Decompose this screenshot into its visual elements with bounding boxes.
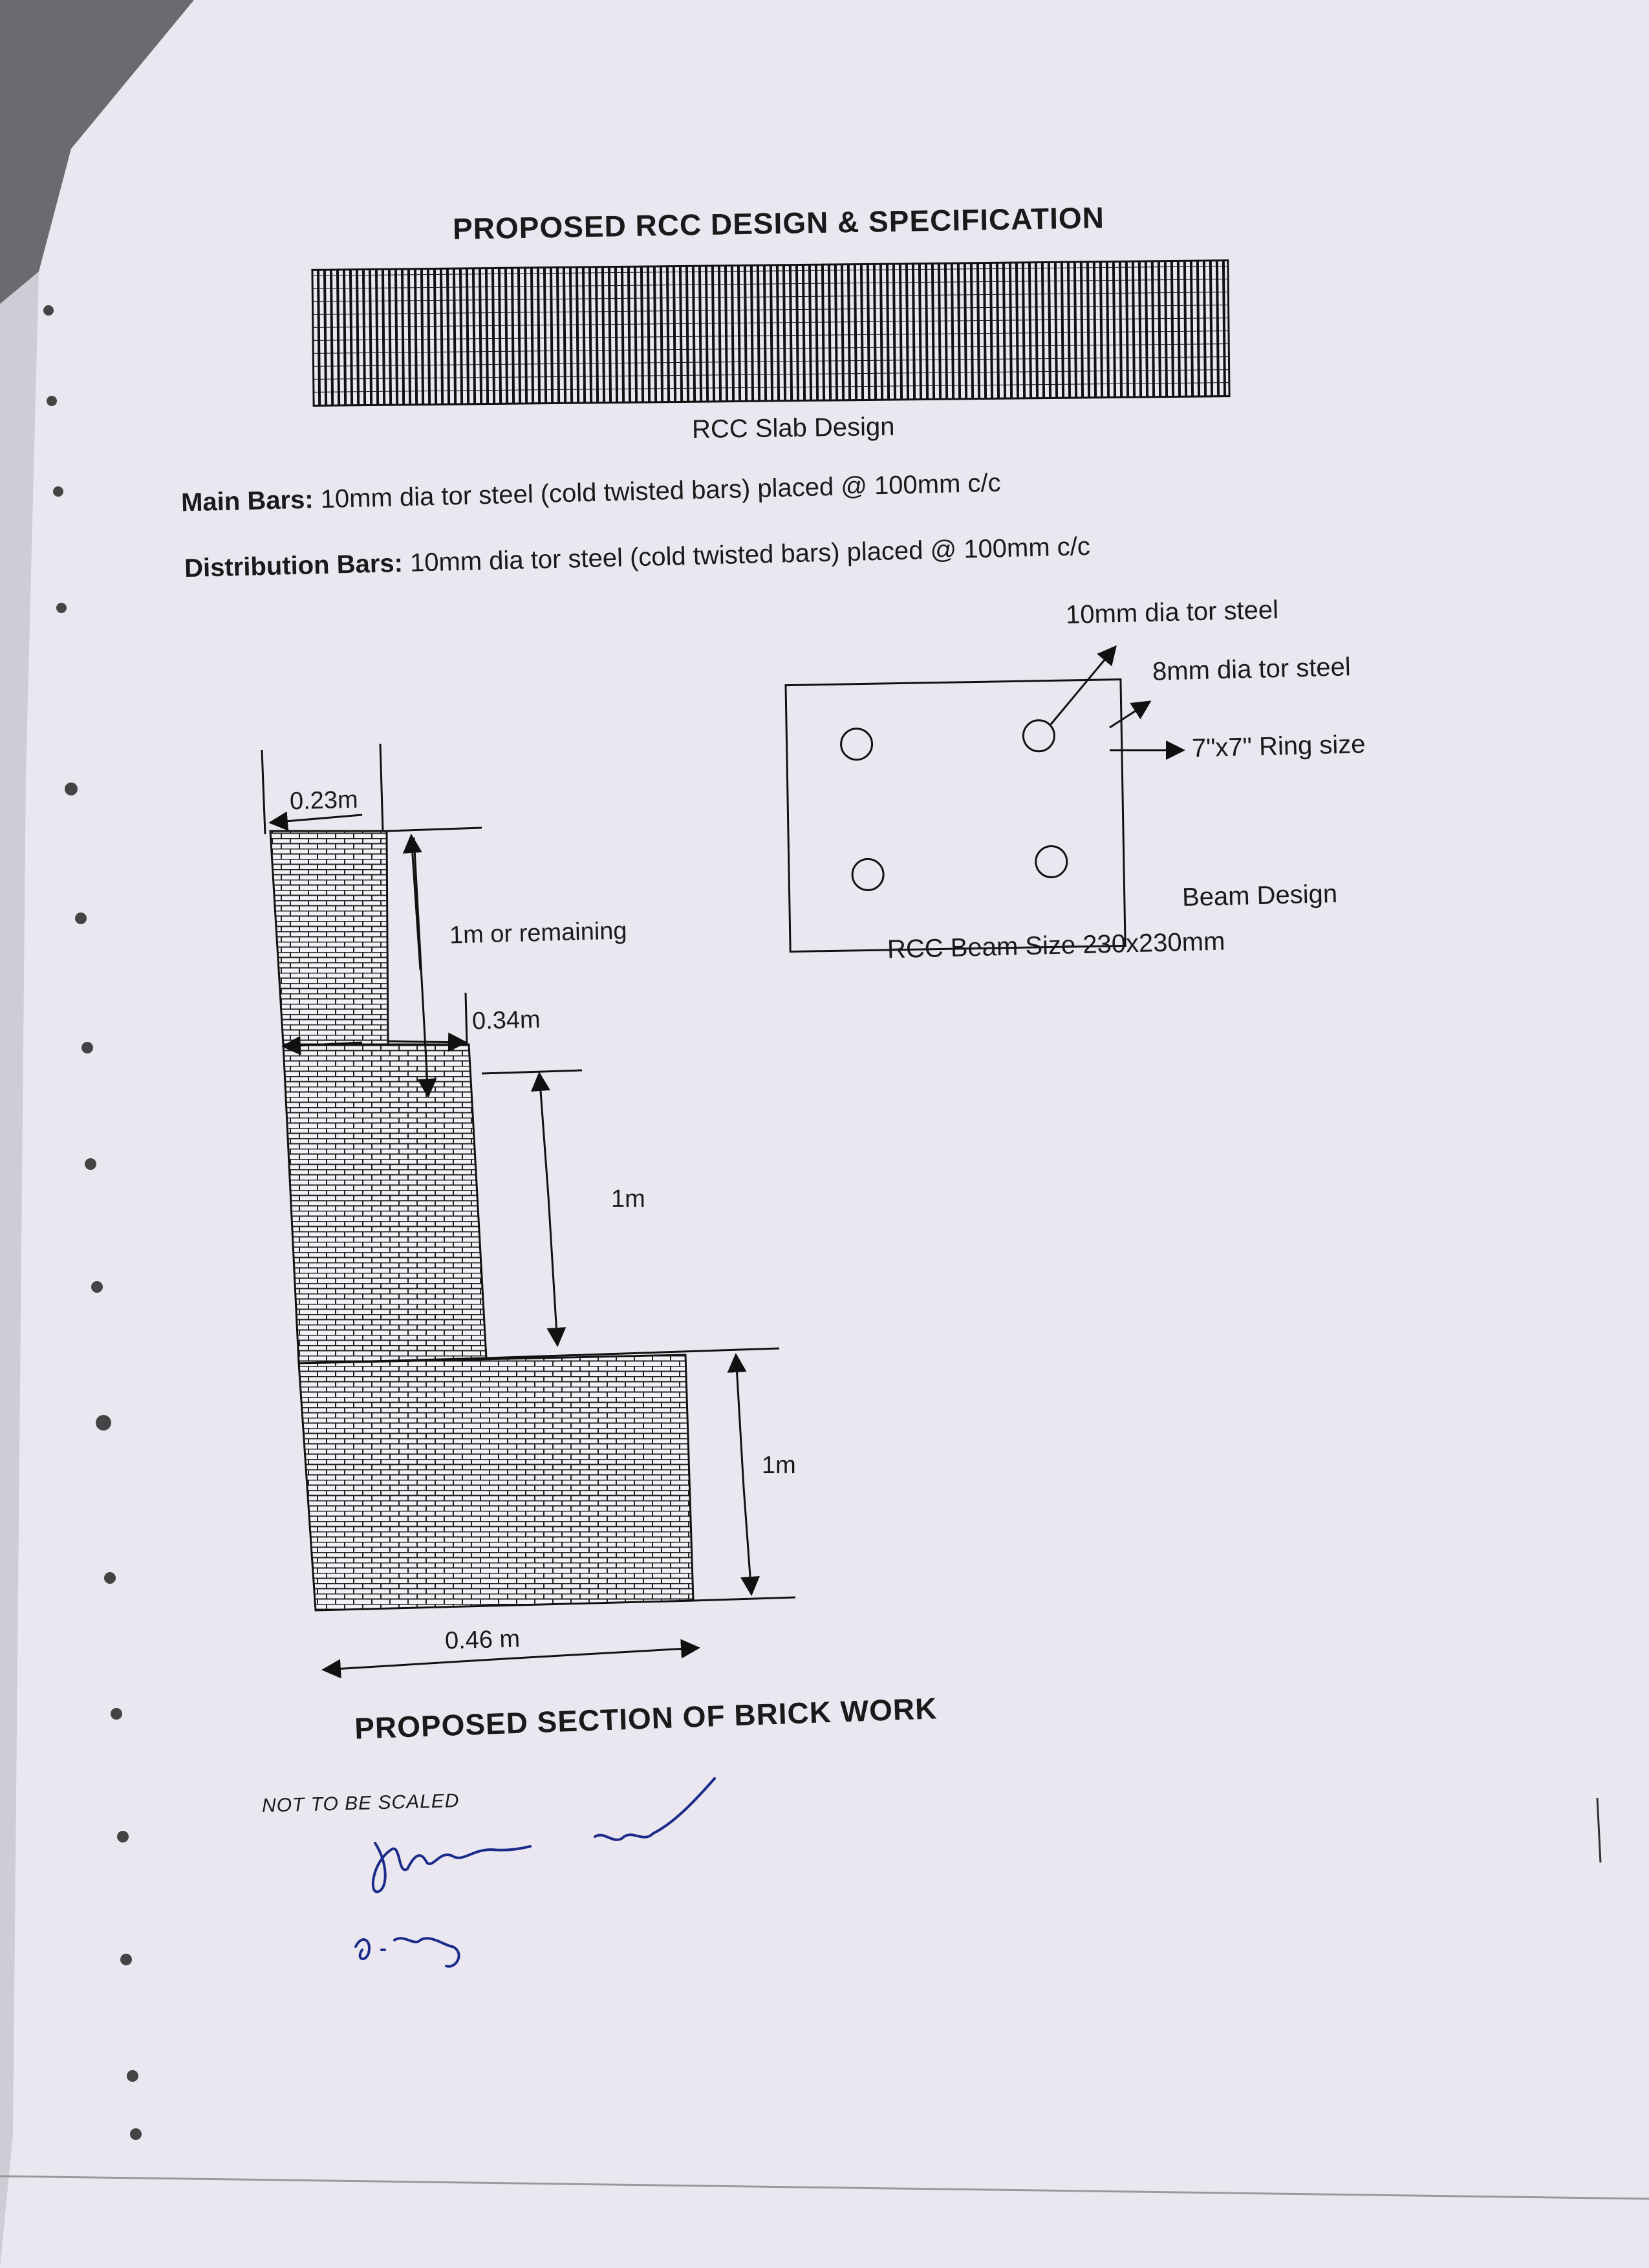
beam-bar [852,859,884,891]
slab-bar-diagram [312,261,1229,406]
beam-caption: Beam Design [1181,880,1338,912]
dim-bottom-width: 0.46 m [444,1625,521,1655]
dim-top-height: 1m or remaining [449,917,628,949]
extension-line [482,1070,582,1074]
binding-hole [53,486,63,497]
beam-outline [786,680,1125,952]
extension-line [262,750,265,834]
dim-arrow-mid-width [388,1041,466,1042]
signature-3 [356,1938,459,1967]
binding-hole [130,2128,142,2140]
dim-bottom-height: 1m [762,1452,796,1479]
margin-tick [1597,1798,1600,1863]
brick-wall-bottom [299,1355,693,1610]
distribution-bars-label: Distribution Bars: [184,548,404,583]
scan-edge-shadow [0,272,39,2268]
leader-main-steel [1051,647,1116,724]
extension-line [693,1597,795,1601]
brick-wall-middle [283,1044,486,1363]
beam-label-ring-steel: 8mm dia tor steel [1152,653,1352,686]
leader-ring-steel [1110,702,1150,728]
binding-hole [111,1708,122,1720]
dim-mid-width: 0.34m [471,1006,541,1035]
dim-mid-height: 1m [611,1185,645,1213]
brick-wall-top [270,831,388,1044]
beam-bar [1023,720,1055,751]
binding-hole [75,913,87,924]
scan-dark-corner [0,0,194,304]
binding-holes [43,305,142,2140]
beam-section [786,680,1125,952]
dim-top-width: 0.23m [289,786,359,815]
binding-hole [43,305,54,316]
main-bars-label: Main Bars: [180,485,314,517]
binding-hole [117,1831,129,1842]
binding-hole [47,396,57,406]
beam-bar [1035,846,1067,878]
page-title: PROPOSED RCC DESIGN & SPECIFICATION [452,200,1105,246]
beam-size-text: RCC Beam Size 230x230mm [887,927,1225,964]
binding-hole [120,1954,132,1965]
dim-arrow-top-width [270,815,362,823]
binding-hole [96,1415,111,1431]
page-bottom-edge [0,2176,1649,2199]
binding-hole [104,1572,116,1584]
signature-1 [373,1843,530,1892]
dim-arrow-bottom-height-up [736,1355,744,1487]
slab-caption: RCC Slab Design [691,412,895,444]
binding-hole [127,2070,138,2082]
main-bars-text: 10mm dia tor steel (cold twisted bars) placed @ 100mm c/c [320,468,1002,514]
binding-hole [56,603,67,613]
dim-arrow-mid-height-down [548,1196,557,1345]
not-to-scale-note: NOT TO BE SCALED [261,1790,460,1817]
beam-bar [841,728,872,760]
beam-label-main-steel: 10mm dia tor steel [1065,595,1279,630]
dim-arrow-mid-height-up [539,1074,548,1196]
signature-2 [595,1778,715,1840]
extension-line [466,993,467,1044]
binding-hole [91,1281,103,1293]
binding-hole [85,1158,96,1170]
binding-hole [65,783,78,795]
distribution-bars-text: 10mm dia tor steel (cold twisted bars) placed @ 100mm c/c [409,532,1091,578]
extension-line [387,828,482,831]
dim-arrow-bottom-width-left [323,1659,504,1670]
brickwork-caption: PROPOSED SECTION OF BRICK WORK [354,1691,938,1745]
brickwork-section [262,744,795,1670]
beam-label-ring-size: 7"x7" Ring size [1191,729,1366,763]
dim-arrow-bottom-height-down [744,1487,751,1594]
binding-hole [81,1042,93,1053]
dim-arrow-bottom-width-right [504,1648,698,1659]
extension-line [380,744,383,831]
